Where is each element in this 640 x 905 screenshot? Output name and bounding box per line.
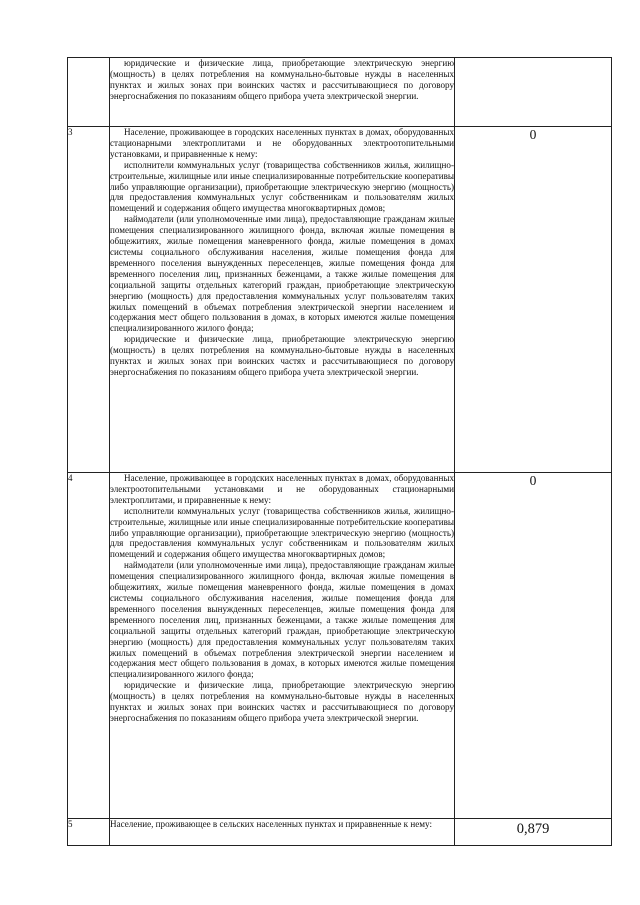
row-value: 0,879 xyxy=(455,819,612,846)
paragraph: Население, проживающее в городских населенных пунктах в домах, оборудованных электроотопительными установками и не оборудованных стационарными электроплитами, и приравненные к нему: xyxy=(110,473,454,505)
table-row xyxy=(68,127,612,473)
paragraph: исполнители коммунальных услуг (товарищества собственников жилья, жилищно-строительные, жилищные или иные специализированные потребительские кооперативы либо управляющие организации), приобретающие электрическую энергию (мощность) для предоставления коммунальных услуг собственникам и пользователям жилых помещений и содержания общего имущества многоквартирных домов; xyxy=(110,505,454,560)
row-description xyxy=(110,127,455,473)
row-value xyxy=(455,58,612,127)
row-number xyxy=(68,58,110,127)
row-description xyxy=(110,58,455,127)
paragraph: юридические и физические лица, приобретающие электрическую энергию (мощность) в целях потребления на коммунально-бытовые нужды в населенных пунктах и жилых зонах при воинских частях и рассчитывающиеся по договору энергоснабжения по показаниям общего прибора учета электрической энергии. xyxy=(110,58,454,101)
row-number: 4 xyxy=(68,473,110,819)
paragraph: исполнители коммунальных услуг (товарищества собственников жилья, жилищно-строительные, жилищные или иные специализированные потребительские кооперативы либо управляющие организации), приобретающие электрическую энергию (мощность) для предоставления коммунальных услуг собственникам и пользователям жилых помещений и содержания общего имущества многоквартирных домов; xyxy=(110,159,454,214)
paragraph: Население, проживающее в городских населенных пунктах в домах, оборудованных стационарными электроплитами и не оборудованных электроотопительными установками, и приравненные к нему: xyxy=(110,127,454,159)
tariff-table xyxy=(67,57,612,846)
paragraph: Население, проживающее в сельских населенных пунктах и приравненные к нему: xyxy=(110,819,432,829)
paragraph: наймодатели (или уполномоченные ими лица), предоставляющие гражданам жилые помещения специализированного жилищного фонда, включая жилые помещения в общежитиях, жилые помещения маневренного фонда, жилые помещения в домах системы социального обслуживания населения, жилые помещения фонда для временного поселения вынужденных переселенцев, жилые помещения фонда для временного поселения лиц, признанных беженцами, а также жилые помещения для социальной защиты отдельных категорий граждан, приобретающие электрическую энергию (мощность) для предоставления коммунальных услуг пользователям таких жилых помещений в объемах потребления электрической энергии населением и содержания мест общего пользования в домах, в которых имеются жилые помещения специализированного жилого фонда; xyxy=(110,560,454,680)
row-value: 0 xyxy=(455,127,612,473)
row-number: 5 xyxy=(68,819,110,846)
paragraph: юридические и физические лица, приобретающие электрическую энергию (мощность) в целях потребления на коммунально-бытовые нужды в населенных пунктах и жилых зонах при воинских частях и рассчитывающиеся по договору энергоснабжения по показаниям общего прибора учета электрической энергии. xyxy=(110,334,454,377)
row-description xyxy=(110,473,455,819)
row-description xyxy=(110,819,455,846)
table-row xyxy=(68,473,612,819)
table-row xyxy=(68,819,612,846)
row-number: 3 xyxy=(68,127,110,473)
paragraph: наймодатели (или уполномоченные ими лица), предоставляющие гражданам жилые помещения специализированного жилищного фонда, включая жилые помещения в общежитиях, жилые помещения маневренного фонда, жилые помещения в домах системы социального обслуживания населения, жилые помещения фонда для временного поселения вынужденных переселенцев, жилые помещения фонда для временного поселения лиц, признанных беженцами, а также жилые помещения для социальной защиты отдельных категорий граждан, приобретающие электрическую энергию (мощность) для предоставления коммунальных услуг пользователям таких жилых помещений в объемах потребления электрической энергии населением и содержания мест общего пользования в домах, в которых имеются жилые помещения специализированного жилого фонда; xyxy=(110,214,454,334)
table-row xyxy=(68,58,612,127)
row-value: 0 xyxy=(455,473,612,819)
paragraph: юридические и физические лица, приобретающие электрическую энергию (мощность) в целях потребления на коммунально-бытовые нужды в населенных пунктах и жилых зонах при воинских частях и рассчитывающиеся по договору энергоснабжения по показаниям общего прибора учета электрической энергии. xyxy=(110,680,454,723)
